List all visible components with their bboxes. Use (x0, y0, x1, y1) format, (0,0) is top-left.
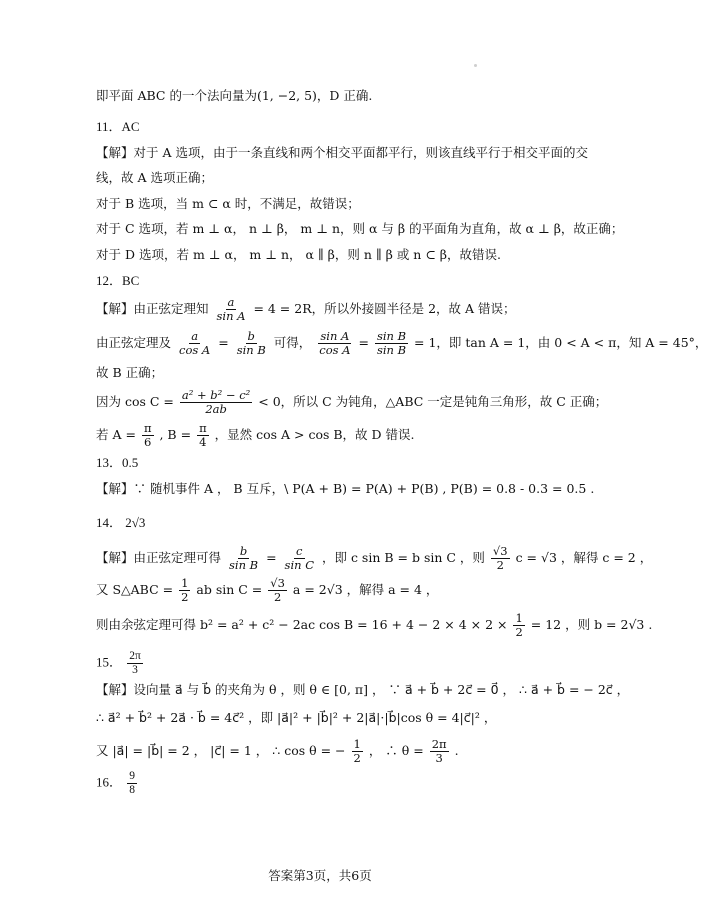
text-line: 对于 C 选项，若 m ⊥ α， n ⊥ β， m ⊥ n，则 α 与 β 的平面角为直角，故 α ⊥ β，故正确； (96, 221, 624, 236)
denominator: 2 (515, 625, 523, 639)
fraction (491, 545, 510, 572)
text-span: 【解】由正弦定理知 (96, 301, 209, 316)
text-span: ，即 c sin B = b sin C ，则 (321, 550, 485, 565)
text-span: = 12 ，则 b = 2√3 . (530, 617, 653, 632)
text-line: 【解】设向量 a⃗ 与 b⃗ 的夹角为 θ ，则 θ ∈ [0, π] ， ∵ a⃗ + b⃗ + 2c⃗ = 0⃗ ， ∴ a⃗ + b⃗ = − 2c⃗ ， (96, 682, 630, 697)
denominator: 2 (496, 558, 504, 572)
denominator: sin B (236, 343, 266, 357)
denominator: 2 (273, 590, 282, 604)
text-span: = (358, 335, 369, 350)
text-span: 由正弦定理及 (96, 335, 172, 350)
numerator: π (199, 421, 207, 435)
numerator: c (296, 544, 303, 558)
text-span: , B = (159, 427, 192, 442)
fraction (352, 738, 363, 765)
page-footer: 答案第3页，共6页 (268, 868, 372, 883)
math-line (96, 738, 459, 765)
scan-speck (474, 64, 477, 67)
numerator: a² + b² − c² (181, 388, 251, 402)
math-line (96, 296, 516, 323)
fraction (197, 422, 209, 449)
denominator: 3 (132, 664, 138, 676)
fraction (235, 330, 268, 357)
text-span: = 1，即 tan A = 1，由 0 < A < π，知 A = 45°， (414, 335, 707, 350)
math-line (96, 612, 652, 639)
math-line (96, 545, 652, 572)
question-16-answer (96, 770, 139, 797)
question-14-answer: 14． 2√3 (96, 515, 146, 530)
fraction (179, 577, 190, 604)
numerator: 2π (129, 650, 141, 662)
denominator: cos A (319, 343, 351, 357)
text-span: ，显然 cos A > cos B，故 D 错误. (214, 427, 415, 442)
numerator: 1 (353, 737, 361, 751)
numerator: a (227, 295, 235, 309)
fraction (227, 545, 260, 572)
denominator: 2 (181, 590, 189, 604)
text-span: c = √3 ，解得 c = 2 ， (515, 550, 653, 565)
math-line (96, 422, 415, 449)
math-line (96, 330, 707, 357)
denominator: 3 (435, 751, 443, 765)
numerator: 2π (431, 737, 447, 751)
fraction (430, 738, 449, 765)
text-span: = (266, 550, 277, 565)
denominator: 2 (353, 751, 361, 765)
text-span: < 0，所以 C 为钝角，△ABC 一定是钝角三角形，故 C 正确； (258, 394, 608, 409)
numerator: √3 (492, 544, 508, 558)
fraction (317, 330, 352, 357)
text-line: 线，故 A 选项正确； (96, 170, 213, 185)
numerator: π (143, 421, 152, 435)
fraction (513, 612, 524, 639)
text-span: ab sin C = (196, 582, 263, 597)
fraction (283, 545, 316, 572)
numerator: b (239, 544, 248, 558)
text-span: 则由余弦定理可得 b² = a² + c² − 2ac cos B = 16 + 4 − 2 × 4 × 2 × (96, 617, 508, 632)
math-line (96, 389, 607, 416)
text-line: 故 B 正确； (96, 365, 164, 380)
denominator: cos A (179, 343, 211, 357)
text-span: 【解】由正弦定理可得 (96, 550, 222, 565)
denominator: 6 (144, 435, 152, 449)
numerator: a (191, 329, 199, 343)
text-line: 【解】对于 A 选项，由于一条直线和两个相交平面都平行，则该直线平行于相交平面的交 (96, 145, 588, 160)
question-12-answer: 12．BC (96, 273, 140, 288)
numerator: sin A (320, 329, 350, 343)
numerator: b (247, 329, 255, 343)
denominator: sin B (376, 343, 407, 357)
question-number: 15． (96, 654, 123, 670)
text-line: 对于 D 选项，若 m ⊥ α， m ⊥ n， α ∥ β，则 n ∥ β 或 n ⊂ β，故错误. (96, 247, 501, 262)
question-11-answer: 11．AC (96, 119, 140, 134)
text-span: 又 |a⃗| = |b⃗| = 2 ， |c⃗| = 1 ， ∴ cos θ = − (96, 743, 346, 758)
text-span: 又 S△ABC = (96, 582, 174, 597)
text-span: 可得， (273, 335, 312, 350)
numerator: sin B (376, 329, 407, 343)
numerator: 9 (129, 770, 136, 782)
text-line: 对于 B 选项，当 m ⊂ α 时，不满足，故错误； (96, 196, 360, 211)
numerator: 1 (515, 611, 523, 625)
text-span: a = 2√3 ，解得 a = 4 ， (292, 582, 439, 597)
text-line: 即平面 ABC 的一个法向量为(1, −2, 5)，D 正确. (96, 88, 373, 103)
math-line (96, 577, 438, 604)
fraction (375, 330, 408, 357)
fraction (142, 422, 154, 449)
text-span: = 4 = 2R，所以外接圆半径是 2，故 A 错误； (253, 301, 516, 316)
fraction (177, 330, 212, 357)
question-15-answer (96, 650, 145, 677)
question-number: 16． (96, 774, 123, 790)
denominator: sin B (229, 558, 259, 572)
fraction (127, 650, 143, 677)
question-13-answer: 13．0.5 (96, 455, 139, 470)
text-span: 因为 cos C = (96, 394, 174, 409)
text-line: ∴ a⃗² + b⃗² + 2a⃗ · b⃗ = 4c⃗² ，即 |a⃗|² + |b⃗|² + 2|a⃗|·|b⃗|cos θ = 4|c⃗|² ， (96, 710, 497, 725)
fraction (127, 770, 137, 797)
numerator: 1 (181, 576, 189, 590)
text-span: . (454, 743, 459, 758)
fraction (180, 389, 252, 416)
numerator: √3 (270, 576, 285, 590)
text-span: = (218, 335, 229, 350)
denominator: 8 (129, 784, 136, 796)
denominator: 4 (199, 435, 207, 449)
text-span: 若 A = (96, 427, 136, 442)
denominator: sin A (216, 309, 246, 323)
text-span: ， ∴ θ = (368, 743, 424, 758)
denominator: sin C (284, 558, 314, 572)
text-line: 【解】∵ 随机事件 A ， B 互斥，\ P(A + B) = P(A) + P(B) , P(B) = 0.8 - 0.3 = 0.5 . (96, 481, 595, 496)
denominator: 2ab (205, 402, 227, 416)
fraction (215, 296, 248, 323)
fraction (268, 577, 287, 604)
